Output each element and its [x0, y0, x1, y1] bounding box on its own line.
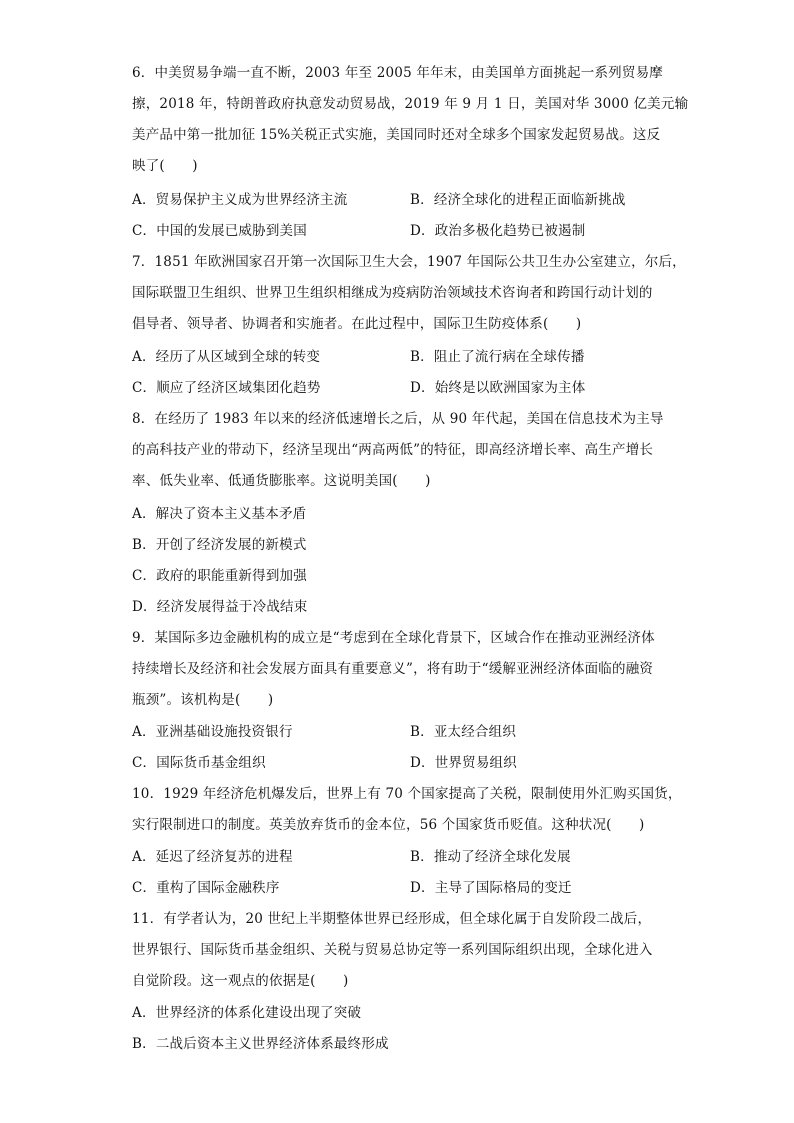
question-text-line: 自觉阶段。这一观点的依据是( )	[132, 973, 349, 989]
question-text-line: 持续增长及经济和社会发展方面具有重要意义”，将有助于“缓解亚洲经济体面临的融资	[132, 661, 654, 677]
question-text-line: 10．1929 年经济危机爆发后，世界上有 70 个国家提高了关税，限制使用外汇购买国货，	[132, 786, 682, 802]
question-text-line: 映了( )	[132, 158, 198, 174]
option-a: A．经历了从区域到全球的转变	[132, 349, 321, 365]
question-text-line: 的高科技产业的带动下，经济呈现出“两高两低”的特征，即高经济增长率、高生产增长	[132, 442, 654, 458]
option-b: B．二战后资本主义世界经济体系最终形成	[132, 1036, 389, 1052]
option-c: C．国际货币基金组织	[132, 755, 266, 771]
option-d: D．政治多极化趋势已被遏制	[410, 223, 586, 239]
question-text-line: 倡导者、领导者、协调者和实施者。在此过程中，国际卫生防疫体系( )	[132, 316, 582, 332]
question-text-line: 实行限制进口的制度。英美放弃货币的金本位，56 个国家货币贬值。这种状况( )	[132, 817, 645, 833]
question-text-line: 率、低失业率、低通货膨胀率。这说明美国( )	[132, 473, 431, 489]
question-text-line: 瓶颈”。该机构是( )	[132, 692, 274, 708]
question-text-line: 7．1851 年欧洲国家召开第一次国际卫生大会，1907 年国际公共卫生办公室建立，尔后，	[132, 254, 686, 270]
option-b: B．开创了经济发展的新模式	[132, 537, 307, 553]
option-c: C．中国的发展已威胁到美国	[132, 223, 307, 239]
option-a: A．世界经济的体系化建设出现了突破	[132, 1005, 362, 1021]
option-a: A．贸易保护主义成为世界经济主流	[132, 192, 348, 208]
option-d: D．始终是以欧洲国家为主体	[410, 380, 586, 396]
option-b: B．推动了经济全球化发展	[410, 849, 571, 865]
question-text-line: 美产品中第一批加征 15%关税正式实施，美国同时还对全球多个国家发起贸易战。这反	[132, 127, 661, 143]
question-text-line: 11．有学者认为，20 世纪上半期整体世界已经形成，但全球化属于自发阶段二战后，	[132, 911, 652, 927]
option-a: A．亚洲基础设施投资银行	[132, 724, 293, 740]
option-b: B．经济全球化的进程正面临新挑战	[410, 192, 626, 208]
question-text-line: 8．在经历了 1983 年以来的经济低速增长之后，从 90 年代起，美国在信息技术为主导	[132, 411, 664, 427]
question-text-line: 6．中美贸易争端一直不断，2003 年至 2005 年年末，由美国单方面挑起一系列贸易摩	[132, 65, 663, 81]
option-a: A．解决了资本主义基本矛盾	[132, 506, 307, 522]
question-text-line: 擦，2018 年，特朗普政府执意发动贸易战，2019 年 9 月 1 日，美国对华 3000 亿美元输	[132, 96, 689, 112]
option-b: B．亚太经合组织	[410, 724, 517, 740]
option-c: C．顺应了经济区域集团化趋势	[132, 380, 321, 396]
option-d: D．主导了国际格局的变迁	[410, 880, 572, 896]
question-text-line: 世界银行、国际货币基金组织、关税与贸易总协定等一系列国际组织出现，全球化进入	[132, 942, 653, 958]
option-b: B．阻止了流行病在全球传播	[410, 349, 585, 365]
question-text-line: 9．某国际多边金融机构的成立是“考虑到在全球化背景下，区域合作在推动亚洲经济体	[132, 630, 655, 646]
question-text-line: 国际联盟卫生组织、世界卫生组织相继成为疫病防治领域技术咨询者和跨国行动计划的	[132, 285, 653, 301]
option-c: C．政府的职能重新得到加强	[132, 568, 307, 584]
option-d: D．经济发展得益于冷战结束	[132, 599, 308, 615]
option-a: A．延迟了经济复苏的进程	[132, 849, 293, 865]
option-d: D．世界贸易组织	[410, 755, 517, 771]
option-c: C．重构了国际金融秩序	[132, 880, 280, 896]
